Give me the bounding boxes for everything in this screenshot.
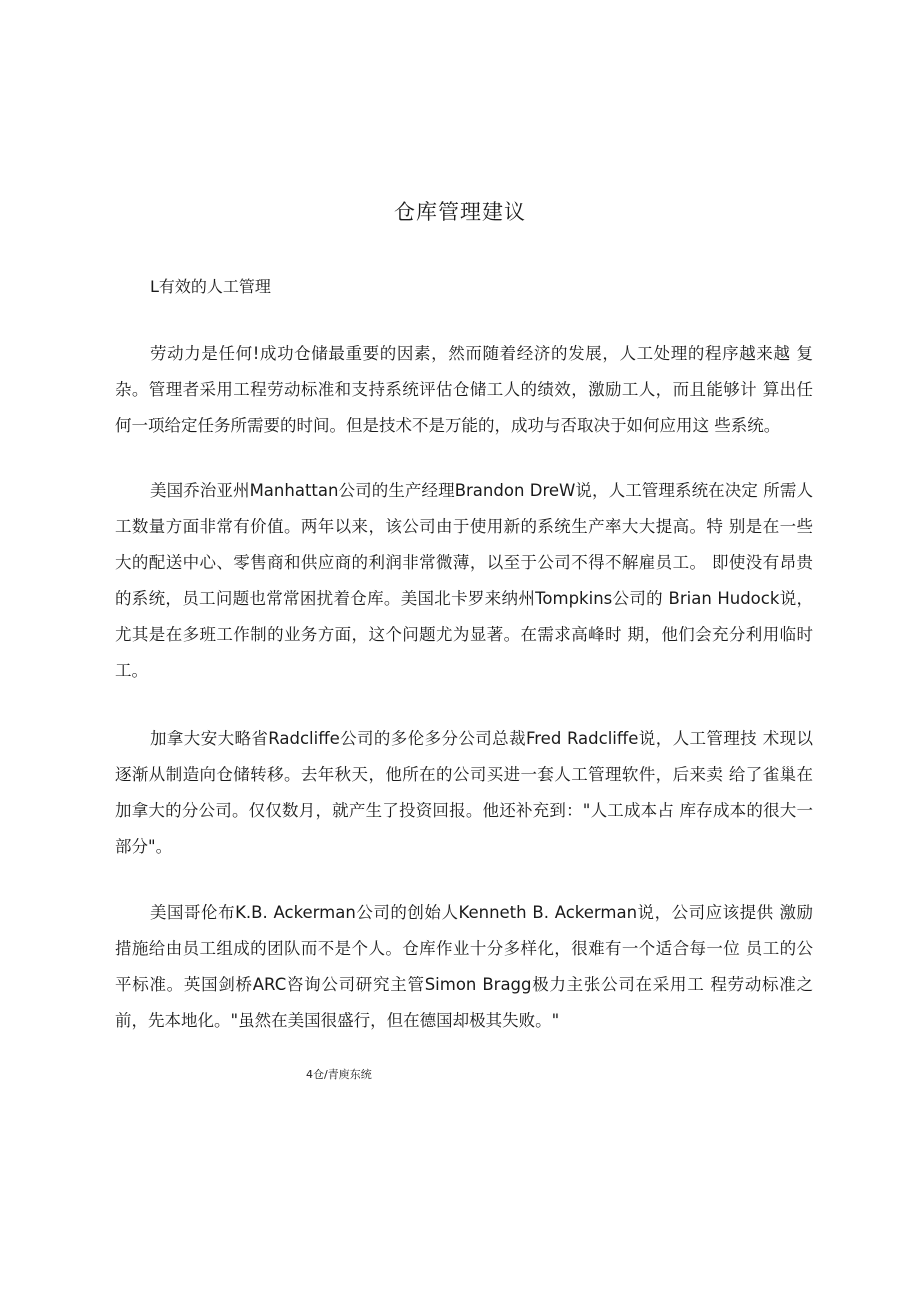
paragraph-2: 美国乔治亚州Manhattan公司的生产经理Brandon DreW说，人工管理系统在决定 所需人工数量方面非常有价值。两年以来，该公司由于使用新的系统生产率大大提高。特 别是在一些大的配送中心、零售商和供应商的利润非常微薄，以至于公司不得不解雇员工。 即使没有昂贵的系统，员工问题也常常困扰着仓库。美国北卡罗来纳州Tompkins公司的 Brian Hudock说，尤其是在多班工作制的业务方面，这个问题尤为显著。在需求高峰时 期，他们会充分利用临时工。 xyxy=(115,481,813,680)
section-heading: L有效的人工管理 xyxy=(150,277,271,296)
paragraph-3: 加拿大安大略省Radcliffe公司的多伦多分公司总裁Fred Radcliffe说，人工管理技 术现以逐渐从制造向仓储转移。去年秋天，他所在的公司买进一套人工管理软件，后来卖 给了雀巢在加拿大的分公司。仅仅数月，就产生了投资回报。他还补充到："人工成本占 库存成本的很大一部分"。 xyxy=(115,729,813,856)
paragraph-4: 美国哥伦布K.B. Ackerman公司的创始人Kenneth B. Ackerman说，公司应该提供 激励措施给由员工组成的团队而不是个人。仓库作业十分多样化，很难有一个适合每一位 员工的公平标准。英国剑桥ARC咨询公司研究主管Simon Bragg极力主张公司在采用工 程劳动标准之前，先本地化。"虽然在美国很盛行，但在德国却极其失败。" xyxy=(115,903,813,1030)
document-title: 仓库管理建议 xyxy=(394,200,526,224)
paragraph-1: 劳动力是任何!成功仓储最重要的因素，然而随着经济的发展，人工处理的程序越来越 复杂。管理者采用工程劳动标准和支持系统评估仓储工人的绩效，激励工人，而且能够计 算出任何一项给定任务所需要的时间。但是技术不是万能的，成功与否取决于如何应用这 些系统。 xyxy=(115,344,813,435)
page-footer: 4仓/青庾东统 xyxy=(306,1068,372,1081)
